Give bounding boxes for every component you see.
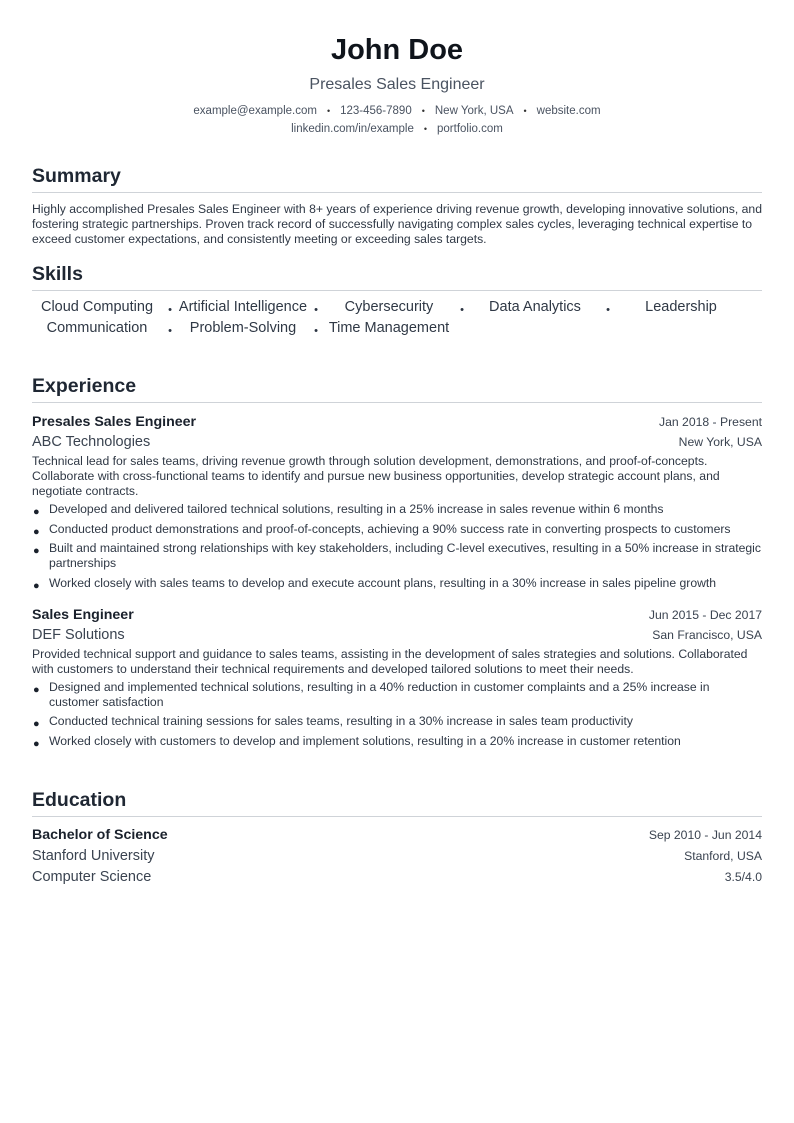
bullet-icon: ●	[33, 506, 40, 518]
section-divider	[32, 816, 762, 817]
education-location: Stanford, USA	[684, 849, 762, 863]
job-title: Presales Sales Engineer	[32, 414, 197, 430]
candidate-title: Presales Sales Engineer	[309, 76, 485, 93]
separator-dot: •	[523, 106, 527, 116]
summary-heading: Summary	[32, 165, 121, 187]
contact-linkedin[interactable]: linkedin.com/in/example	[291, 123, 414, 135]
skill-item: Time Management	[328, 320, 450, 336]
achievement-item: ● Worked closely with sales teams to develop and execute account plans, resulting in a 30% increase in sales pipeline growth	[33, 575, 717, 592]
job-entry	[32, 412, 762, 591]
job-dates: Jan 2018 - Present	[659, 415, 762, 429]
skill-item: Artificial Intelligence	[178, 299, 308, 315]
skill-separator: •	[314, 303, 318, 316]
job-dates: Jun 2015 - Dec 2017	[648, 607, 762, 622]
bullet-icon: ●	[33, 579, 40, 592]
contact-portfolio[interactable]: portfolio.com	[437, 123, 503, 135]
bullet-icon: ●	[33, 737, 40, 750]
job-location: San Francisco, USA	[652, 627, 762, 642]
skills-section	[32, 262, 762, 337]
education-school: Stanford University	[32, 848, 155, 864]
separator-dot: •	[421, 106, 425, 116]
achievement-item: ● Developed and delivered tailored technical solutions, resulting in a 25% increase in sales revenue within 6 months	[33, 502, 664, 518]
section-divider	[32, 402, 762, 403]
skill-item: Problem-Solving	[189, 320, 297, 336]
job-description: Technical lead for sales teams, driving revenue growth through solution development, demonstrations, and proof-of-concepts. Collaborate with cross-functional teams to identify and pursue new business opportunities, develop strategic account plans, and negotiate contracts.	[32, 454, 720, 498]
contact-line-secondary	[32, 121, 762, 137]
separator-dot: •	[326, 106, 331, 116]
bullet-icon: ●	[33, 545, 40, 557]
experience-section	[32, 374, 762, 753]
job-entry	[32, 605, 762, 749]
job-company: ABC Technologies	[32, 434, 151, 450]
skill-separator: •	[314, 324, 318, 337]
bullet-icon: ●	[33, 525, 40, 538]
skill-item: Cybersecurity	[344, 299, 434, 315]
contact-line-primary	[32, 103, 762, 119]
skills-list	[32, 299, 762, 337]
education-gpa: 3.5/4.0	[724, 870, 762, 884]
skills-heading: Skills	[32, 263, 83, 285]
contact-email[interactable]: example@example.com	[193, 105, 317, 117]
summary-section	[32, 164, 762, 247]
job-achievements	[32, 680, 762, 749]
skill-separator: •	[168, 303, 172, 316]
job-company: DEF Solutions	[32, 626, 125, 643]
achievement-item: ● Worked closely with customers to develop and implement solutions, resulting in a 20% increase in customer retention	[33, 733, 681, 750]
skill-separator: •	[168, 324, 172, 337]
skill-item: Communication	[46, 320, 148, 336]
skill-item: Leadership	[645, 299, 717, 315]
summary-text: Highly accomplished Presales Sales Engineer with 8+ years of experience driving revenue growth, developing innovative solutions, and fostering strategic partnerships. Proven track record of successfully navigating complex sales cycles, leveraging technical expertise to exceed customer expectations, and consistently meeting or exceeding sales targets.	[32, 202, 762, 246]
skill-item: Data Analytics	[489, 299, 581, 315]
skill-item: Cloud Computing	[40, 299, 154, 315]
contact-location: New York, USA	[434, 105, 514, 117]
achievement-item: ● Conducted product demonstrations and proof-of-concepts, achieving a 90% success rate in converting prospects to customers	[33, 521, 731, 538]
education-dates: Sep 2010 - Jun 2014	[648, 828, 762, 842]
job-location: New York, USA	[678, 435, 762, 449]
job-achievements	[32, 502, 762, 591]
contact-website[interactable]: website.com	[536, 105, 601, 117]
candidate-name: John Doe	[330, 34, 464, 66]
experience-heading: Experience	[32, 375, 137, 397]
bullet-icon: ●	[33, 683, 40, 696]
contact-phone[interactable]: 123-456-7890	[340, 105, 412, 117]
education-field: Computer Science	[32, 869, 152, 885]
section-divider	[32, 290, 762, 291]
resume-page	[32, 0, 762, 885]
education-degree: Bachelor of Science	[32, 827, 168, 843]
education-heading: Education	[32, 789, 127, 811]
skill-separator: •	[460, 303, 464, 316]
job-title: Sales Engineer	[32, 606, 134, 623]
education-section	[32, 788, 762, 888]
achievement-item: ● Conducted technical training sessions for sales teams, resulting in a 30% increase in sales team productivity	[33, 714, 633, 730]
achievement-item: ● Built and maintained strong relationships with key stakeholders, including C-level executives, resulting in a 50% increase in strategic partnerships	[33, 541, 761, 570]
bullet-icon: ●	[33, 718, 40, 730]
section-divider	[32, 192, 762, 193]
skill-separator: •	[606, 303, 610, 316]
achievement-item: ● Designed and implemented technical solutions, resulting in a 40% reduction in customer complaints and a 25% increase in customer satisfaction	[33, 679, 710, 709]
separator-dot: •	[423, 124, 428, 134]
job-description: Provided technical support and guidance to sales teams, assisting in the development of sales strategies and solutions. Collaborated with customers to understand their technical requirements and developed tailored solutions to meet their needs.	[32, 646, 748, 676]
